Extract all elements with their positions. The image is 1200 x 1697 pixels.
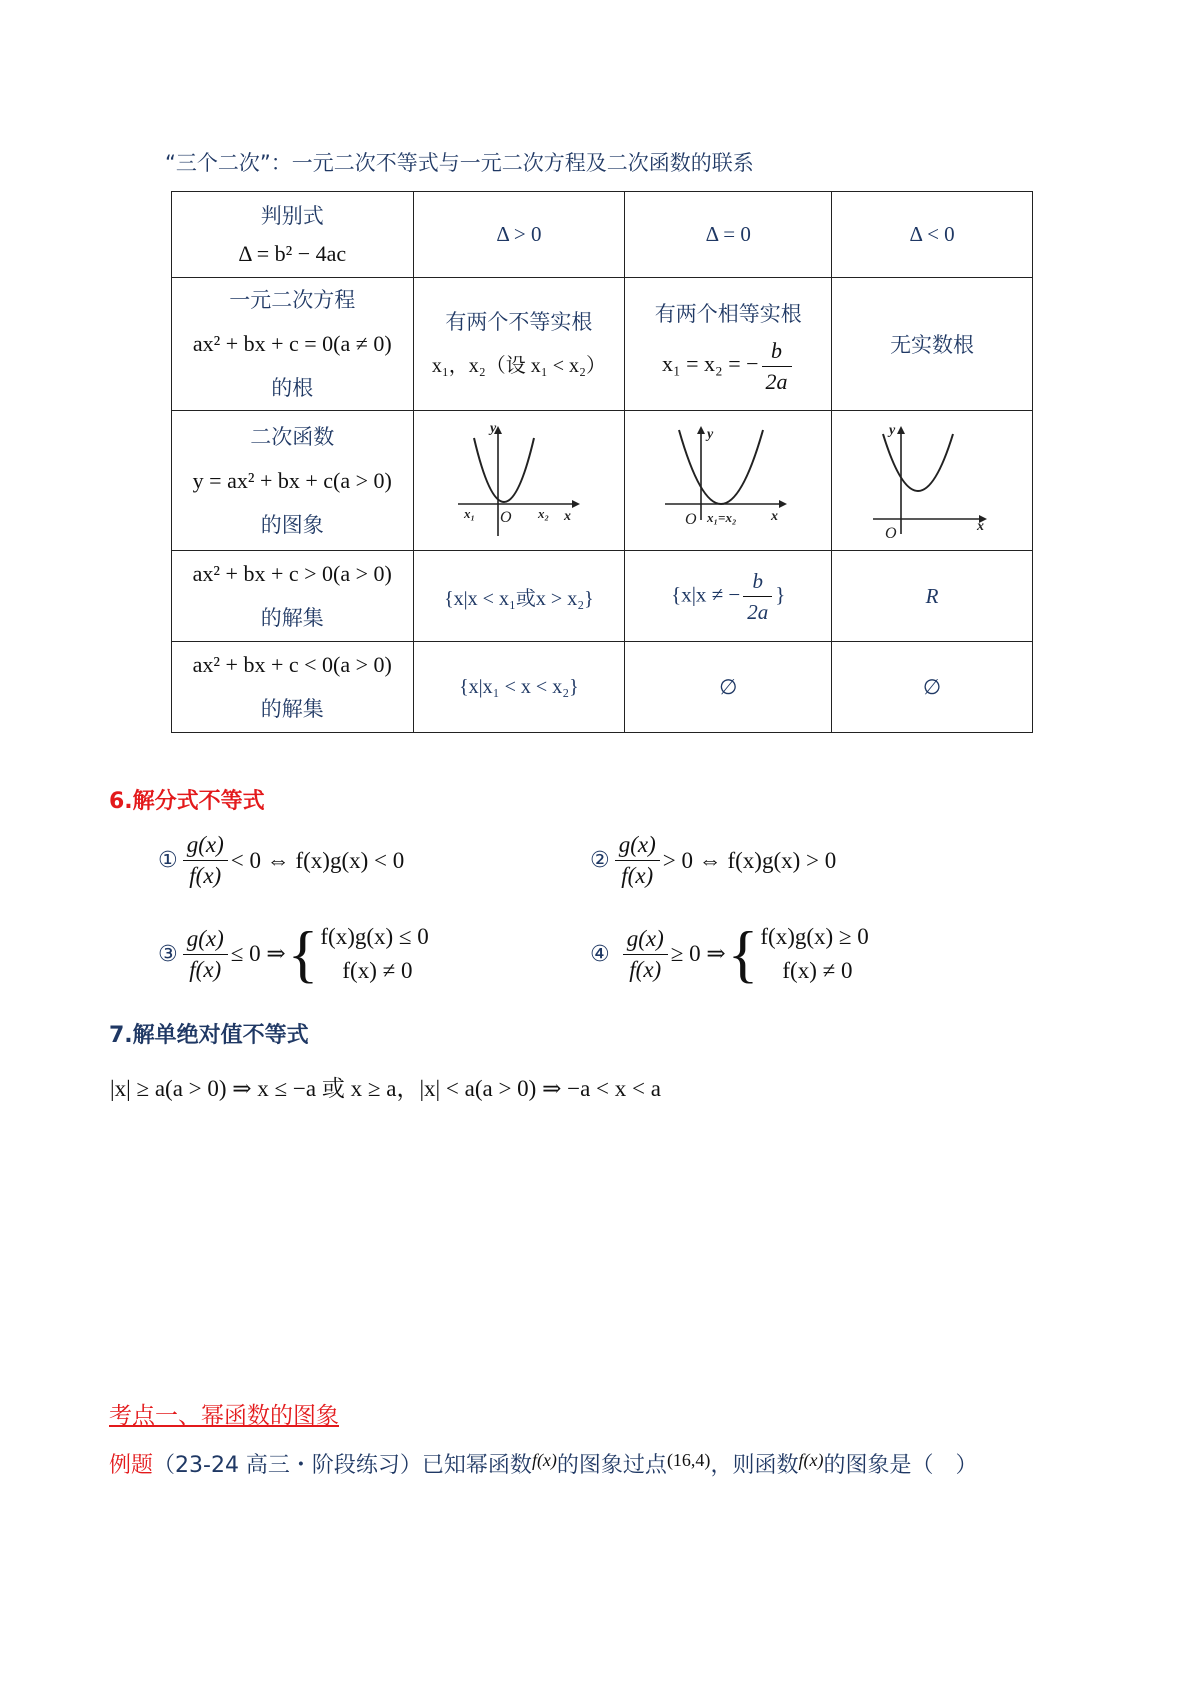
example-label: 例题 xyxy=(109,1453,154,1478)
example-text-4: 的图象是（ ） xyxy=(823,1453,978,1478)
table-row-greater-than xyxy=(172,551,1033,642)
item-relation: ≥ 0 ⇒ xyxy=(670,941,726,966)
item-marker: ④ xyxy=(590,941,610,967)
fraction xyxy=(615,830,660,891)
roots-label: 一元二次方程 xyxy=(229,288,356,312)
fraction xyxy=(183,924,228,985)
lt-double-root-solution: ∅ xyxy=(625,642,832,733)
graph2-double-root-label: x₁=x₂ xyxy=(707,509,737,525)
table-row-less-than xyxy=(172,642,1033,733)
delta-negative-header: Δ < 0 xyxy=(832,192,1033,278)
key-point-heading: 考点一、幂函数的图象 xyxy=(109,1403,339,1429)
three-quadratics-table xyxy=(171,191,1033,733)
delta-zero-header: Δ = 0 xyxy=(625,192,832,278)
inequality-system xyxy=(320,920,428,988)
gt-double-root-left: {x|x ≠ − xyxy=(671,581,741,606)
system-line-2: f(x) ≠ 0 xyxy=(342,958,413,983)
roots-label-cell xyxy=(172,278,414,411)
example-point: (16,4) xyxy=(666,1450,711,1470)
table-row-discriminant xyxy=(172,192,1033,278)
graph1-x2-label: x₂ xyxy=(537,505,549,521)
graph-label: 二次函数 xyxy=(250,424,335,449)
roots-equal-left: x₁ = x₂ = − xyxy=(661,351,759,377)
fraction xyxy=(183,830,228,891)
section-6-heading: 6.解分式不等式 xyxy=(109,789,265,814)
parabola-two-roots-graph xyxy=(454,416,584,541)
system-brace: { xyxy=(727,918,759,989)
example-text-2: 的图象过点 xyxy=(556,1453,667,1478)
example-function-1: f(x) xyxy=(531,1450,557,1470)
graph1-x1-label: x₁ xyxy=(463,505,475,521)
fraction-denominator: f(x) xyxy=(621,863,654,888)
graph2-origin-label: O xyxy=(685,510,697,528)
inequality-system xyxy=(760,920,868,988)
system-brace: { xyxy=(287,918,319,989)
system-line-1: f(x)g(x) ≤ 0 xyxy=(320,924,429,949)
gt-inequality: ax² + bx + c > 0(a > 0) xyxy=(192,561,392,586)
gt-double-root-solution xyxy=(625,551,832,642)
fraction-denominator: 2a xyxy=(765,368,788,394)
example-function-2: f(x) xyxy=(798,1450,824,1470)
gt-label-cell xyxy=(172,551,414,642)
absolute-value-inequality: |x| ≥ a(a > 0) ⇒ x ≤ −a 或 x ≥ a，|x| < a(a > 0) ⇒ −a < x < a xyxy=(110,1076,661,1101)
roots-equation: ax² + bx + c = 0(a ≠ 0) xyxy=(192,331,392,356)
graph-function: y = ax² + bx + c(a > 0) xyxy=(192,467,392,493)
lt-label-cell xyxy=(172,642,414,733)
system-line-2: f(x) ≠ 0 xyxy=(782,958,853,983)
fraction-denominator: 2a xyxy=(747,599,769,624)
example-text-3: ，则函数 xyxy=(710,1453,799,1478)
fraction-numerator: b xyxy=(743,566,772,597)
fraction-denominator: f(x) xyxy=(189,956,222,982)
discriminant-formula: Δ = b² − 4ac xyxy=(238,240,347,266)
parabola-double-root-graph xyxy=(663,416,793,541)
graph-no-root-cell xyxy=(832,411,1033,551)
graph1-origin-label: O xyxy=(499,508,512,526)
parabola-no-root-graph xyxy=(867,416,997,541)
gt-double-root-fraction xyxy=(743,566,772,627)
table-row-roots xyxy=(172,278,1033,411)
lt-inequality: ax² + bx + c < 0(a > 0) xyxy=(192,652,392,677)
section-7-heading: 7.解单绝对值不等式 xyxy=(109,1023,309,1048)
lt-label-suffix: 的解集 xyxy=(260,697,324,721)
delta-positive-header: Δ > 0 xyxy=(413,192,625,278)
graph1-x-label: x xyxy=(563,508,571,524)
example-text-1: （23-24 高三・阶段练习）已知幂函数 xyxy=(153,1453,532,1478)
graph2-y-label: y xyxy=(707,426,714,442)
lt-two-roots-solution: {x|x₁ < x < x₂} xyxy=(413,642,625,733)
fraction-denominator: f(x) xyxy=(189,863,222,888)
graph-double-root-cell xyxy=(625,411,832,551)
gt-two-roots-solution: {x|x < x₁或x > x₂} xyxy=(413,551,625,642)
fraction-inequality-2 xyxy=(590,830,836,891)
item-relation: < 0 ⇔ f(x)g(x) < 0 xyxy=(230,847,405,873)
gt-no-root-solution: R xyxy=(832,551,1033,642)
fraction-numerator: g(x) xyxy=(183,830,228,861)
graph3-origin-label: O xyxy=(885,524,897,541)
fraction xyxy=(623,924,668,985)
table-row-graph xyxy=(172,411,1033,551)
item-relation: > 0 ⇔ f(x)g(x) > 0 xyxy=(662,847,837,873)
discriminant-label: 判别式 xyxy=(260,203,324,228)
item-marker: ② xyxy=(590,848,610,873)
graph3-y-label: y xyxy=(889,422,896,438)
graph1-y-label: y xyxy=(489,420,497,436)
roots-two-equal-text: 有两个相等实根 xyxy=(654,301,802,326)
roots-none-cell: 无实数根 xyxy=(832,278,1033,411)
fraction-inequality-4 xyxy=(590,920,869,988)
item-marker: ③ xyxy=(158,941,178,967)
fraction-numerator: g(x) xyxy=(615,830,660,861)
roots-two-equal-cell xyxy=(625,278,832,411)
roots-two-distinct-math: x₁，x₂（设 x₁ < x₂） xyxy=(431,355,606,377)
graph3-x-label: x xyxy=(977,518,985,534)
fraction-numerator: g(x) xyxy=(183,924,228,955)
roots-two-distinct-cell xyxy=(413,278,625,411)
lt-no-root-solution: ∅ xyxy=(832,642,1033,733)
graph-two-roots-cell xyxy=(413,411,625,551)
gt-label-suffix: 的解集 xyxy=(260,606,324,630)
fraction-denominator: f(x) xyxy=(629,956,662,982)
roots-two-distinct-text: 有两个不等实根 xyxy=(445,310,593,334)
item-marker: ① xyxy=(158,848,178,873)
roots-two-equal-math xyxy=(661,337,795,394)
fraction-numerator: b xyxy=(762,336,792,367)
roots-equal-fraction xyxy=(762,336,792,397)
item-relation: ≤ 0 ⇒ xyxy=(230,941,286,966)
fraction-numerator: g(x) xyxy=(623,924,668,955)
example-question xyxy=(109,1448,977,1479)
graph-label-cell xyxy=(172,411,414,551)
gt-double-root-right: } xyxy=(775,581,786,606)
fraction-inequality-3 xyxy=(158,920,429,988)
roots-label-suffix: 的根 xyxy=(271,376,314,400)
page-title: “三个二次”：一元二次不等式与一元二次方程及二次函数的联系 xyxy=(165,151,754,175)
graph2-x-label: x xyxy=(771,508,779,524)
discriminant-label-cell xyxy=(172,192,414,278)
graph-label-suffix: 的图象 xyxy=(260,512,324,537)
fraction-inequality-1 xyxy=(158,830,404,891)
system-line-1: f(x)g(x) ≥ 0 xyxy=(760,924,869,949)
